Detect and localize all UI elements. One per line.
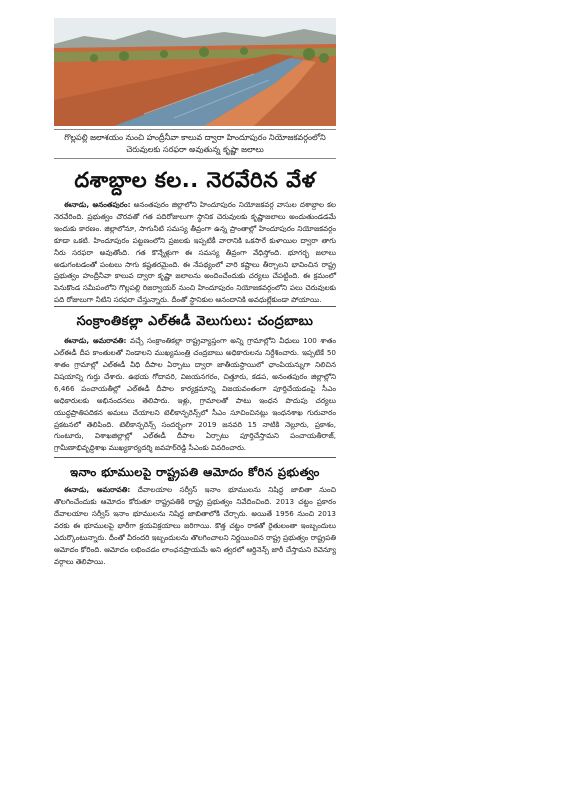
article-3-headline: ఇనాం భూములపై రాష్ట్రపతి ఆమోదం కోరిన ప్రభుత్వం — [70, 465, 320, 480]
article-1-dateline: ఈనాడు, అనంతపురం: — [64, 200, 131, 209]
photo-caption: గొల్లపల్లి జలాశయం నుంచి హంద్రీనీవా కాలువ ద్వారా హిందూపురం నియోజకవర్గంలోని చెరువులకు సరఫరా అవుతున్న కృష్ణా జలాలు — [54, 129, 336, 159]
article-3-body — [54, 484, 336, 567]
article-1-body — [54, 199, 336, 306]
canal-photo — [54, 18, 336, 126]
article-2-text: వచ్చే సంక్రాంతికల్లా రాష్ట్రవ్యాప్తంగా అన్ని గ్రామాల్లోని వీధులు 100 శాతం ఎల్‌ఈడీ దీప కాంతులతో నిండాలని ముఖ్యమంత్రి చంద్రబాబు అధికారులను నిర్దేశించారు. ఇప్పటికే 50 శాతం గ్రామాల్లో ఎల్‌ఈడీ వీధి దీపాల ఏర్పాటు ద్వారా జాతీయస్థాయిలో ఛాంపియన్నుగా నిలిచిన విషయాన్ని గుర్తు చేశారు. ఉభయ గోదావరి, విజయనగరం, చిత్తూరు, కడప, అనంతపురం జిల్లాల్లోని 6,466 పంచాయతీల్లో ఎల్‌ఈడీ దీపాల కార్యక్రమాన్ని విజయవంతంగా పూర్తిచేయడంపై సీఎం అధికారులకు అభినందనలు తెలిపారు. ఇళ్లు, గ్రామాలతో పాటు ఇంధన పొదుపు చర్యలు యుద్ధప్రాతిపదికన అమలు చేయాలని టెలీకాన్ఫరెన్స్‌లో సీఎం సూచించినట్లు ఇంధనశాఖ గురువారం ప్రకటనలో తెలిపింది. టెలీకాన్ఫరెన్స్ సందర్భంగా 2019 జనవరి 15 నాటికి నెల్లూరు, ప్రకాశం, గుంటూరు, విశాఖజిల్లాల్లో ఎల్‌ఈడీ దీపాల ఏర్పాటు పూర్తిచేస్తామని పంచాయతీరాజ్, గ్రామీణాభివృద్ధిశాఖ ముఖ్యకార్యదర్శి జవహర్‌రెడ్డి సీఎంకు వివరించారు. — [54, 336, 336, 453]
article-3-dateline: ఈనాడు, అమరావతి: — [64, 485, 131, 495]
article-3-text: దేవాలయాల సర్వీస్ ఇనాం భూములను నిషిద్ధ జాబితా నుంచి తొలగించేందుకు ఆమోదం కోరుతూ రాష్ట్రపతికి రాష్ట్ర ప్రభుత్వం నివేదించింది. 2013 చట్టం ప్రకారం దేవాలయాల సర్వీస్ ఇనాం భూములను నిషిద్ధ జాబితాలోకి చేర్చారు. అయితే 1956 నుంచి 2013 వరకు ఈ భూములపై భారీగా క్రయవిక్రయాలు జరిగాయి. కొత్త చట్టం రాకతో రైతులంతా ఇంబ్బందులు ఎదుర్కొంటున్నారు. దీంతో వీరందరి ఇబ్బందులను తొలగించాలని నిర్ణయించిన రాష్ట్ర ప్రభుత్వం రాష్ట్రపతి ఆమోదం కోరింది. ఆమోదం లభించడం లాంఛనప్రాయమే అని త్వరలో ఆర్డినెన్స్ జారీ చేస్తామని రెవెన్యూ వర్గాలు తెలిపాయి. — [54, 485, 336, 566]
article-2-dateline: ఈనాడు, అమరావతి: — [64, 336, 127, 346]
article-2-headline: సంక్రాంతికల్లా ఎల్‌ఈడీ వెలుగులు: చంద్రబాబు — [76, 314, 314, 330]
article-1-text: అనంతపురం జిల్లాలోని హిందూపురం నియోజకవర్గ వాసుల దశాబ్దాల కల నెరవేరింది. ప్రభుత్వం చొరవతో గత పదిరోజులుగా స్థానిక చెరువులకు కృష్ణాజలాలు అందుతుండడమే ఇందుకు కారణం. జిల్లాలోనూ, సాగునీటి సమస్య తీవ్రంగా ఉన్న ప్రాంతాల్లో హిందూపురం నియోజకవర్గం కూడా ఒకటి. హిందూపురం పట్టణంలోని ప్రజలకు ఇప్పటికీ వారానికి ఒకసారే కుళాయిల ద్వారా తాగు నీరు సరఫరా అవుతోంది. గత కొన్నేళ్లుగా ఈ సమస్య తీవ్రంగా వేధిస్తోంది. భూగర్భ జలాలు అడుగంటడంతో పంటలు సాగు కష్టతరమైంది. ఈ నేపథ్యంలో వారి కష్టాలు తీర్చాలని భావించిన రాష్ట్ర ప్రభుత్వం హంద్రీనీవా కాలువ ద్వారా కృష్ణా జలాలను అందించేందుకు చర్యలు చేపట్టింది. ఈ క్రమంలో పెనుకొండ సమీపంలోని గొల్లపల్లి రిజర్వాయర్ నుంచి హిందూపురం నియోజకవర్గంలోని పలు చెరువులకు పది రోజులుగా నీటిని సరఫరా చేస్తున్నారు. దీంతో స్థానికుల ఆనందానికి అవధుల్లేకుండా పోయాయి. — [54, 200, 336, 305]
article-2-body — [54, 335, 336, 454]
newspaper-clipping — [54, 18, 336, 568]
canal-photo-graphic — [54, 18, 336, 126]
article-1-headline: దశాబ్దాల కల.. నెరవేరిన వేళ — [74, 168, 316, 192]
